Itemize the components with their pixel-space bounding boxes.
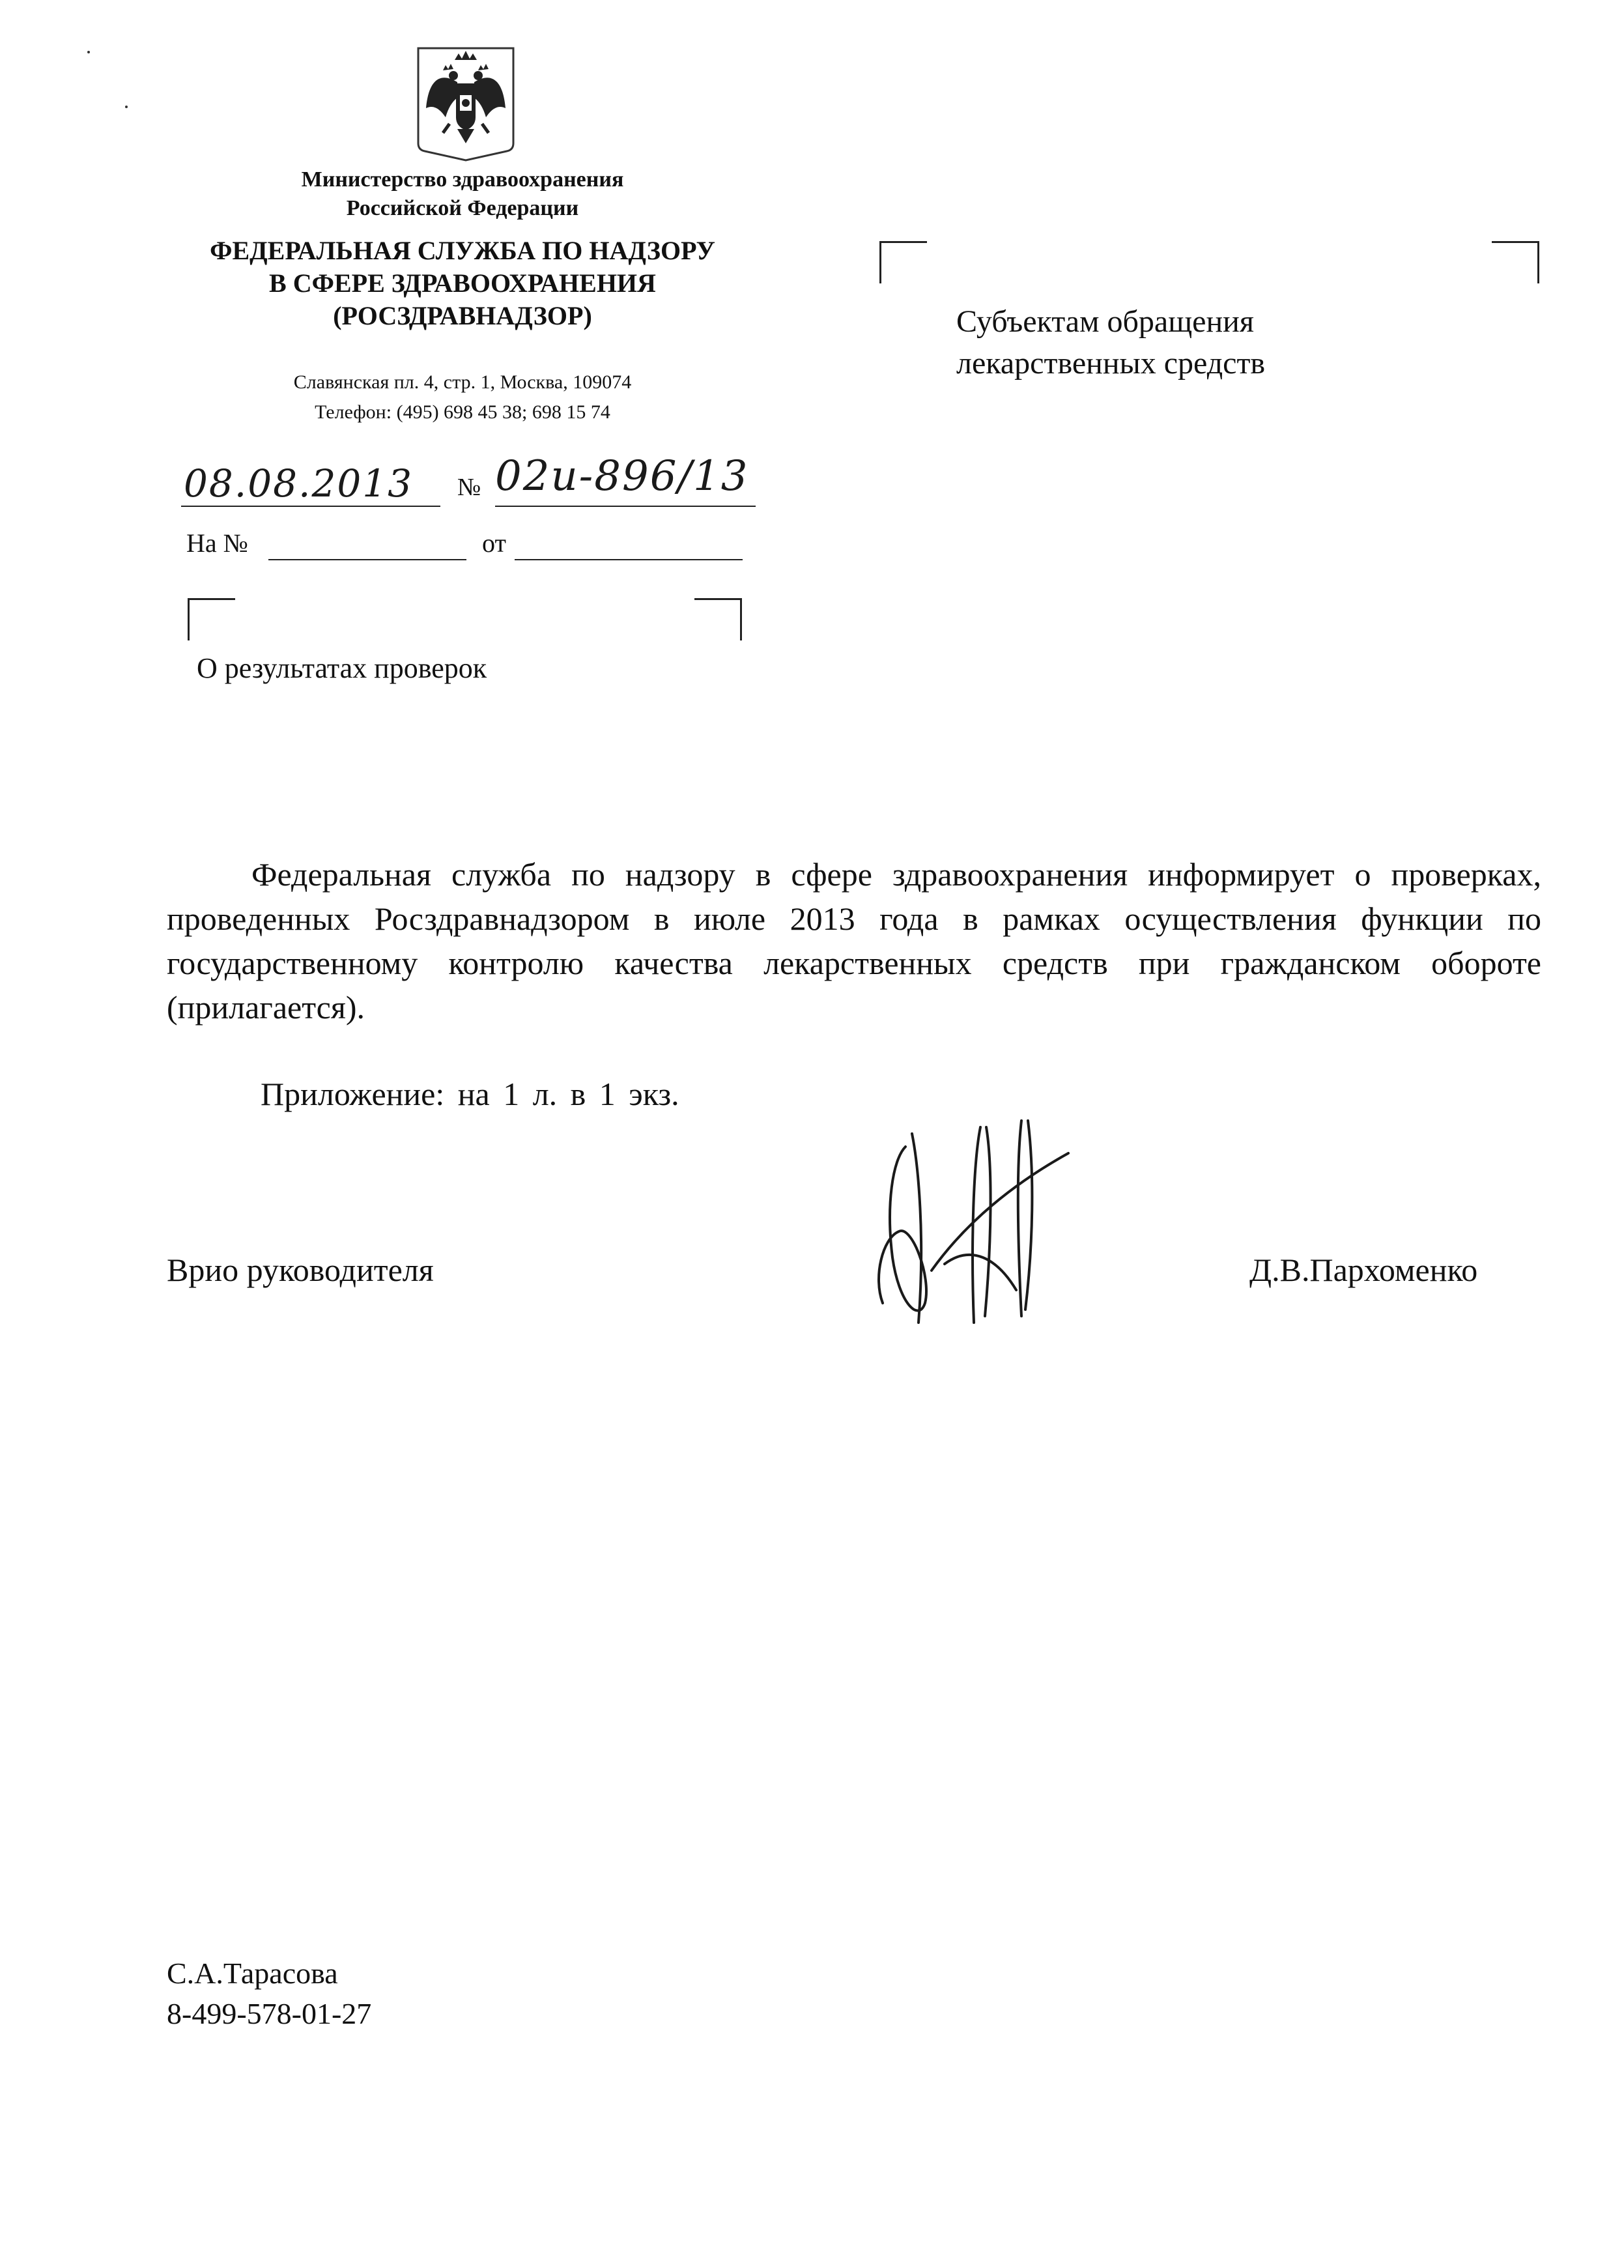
- letter-subject: О результатах проверок: [197, 652, 487, 684]
- reference-number-blank: [268, 559, 466, 560]
- attachment-note: Приложение: на 1 л. в 1 экз.: [261, 1076, 679, 1112]
- reference-from-label: от: [482, 528, 506, 558]
- registration-number: 02и-896/13: [495, 452, 749, 500]
- address: Славянская пл. 4, стр. 1, Москва, 109074: [293, 371, 632, 393]
- phone: Телефон: (495) 698 45 38; 698 15 74: [315, 401, 610, 423]
- handwritten-signature-icon: [847, 1108, 1107, 1368]
- scan-speck: [125, 106, 128, 108]
- ministry-name: [215, 165, 710, 223]
- subject-bracket-right: [694, 598, 742, 640]
- addressee-bracket-left: [879, 241, 927, 283]
- addressee-line-2: лекарственных средств: [956, 346, 1266, 380]
- signatory-name: Д.В.Пархоменко: [1249, 1252, 1478, 1288]
- ministry-line-2: Российской Федерации: [346, 196, 579, 220]
- addressee-bracket-right: [1492, 241, 1539, 283]
- addressee: [956, 301, 1477, 384]
- coat-of-arms-icon: [414, 46, 517, 162]
- service-line-1: ФЕДЕРАЛЬНАЯ СЛУЖБА ПО НАДЗОРУ: [210, 236, 715, 265]
- executor-phone: 8-499-578-01-27: [167, 1997, 372, 2030]
- address-block: [215, 367, 710, 427]
- subject-bracket-left: [188, 598, 235, 640]
- service-name: [150, 235, 775, 332]
- number-label: №: [457, 474, 481, 501]
- service-line-2: В СФЕРЕ ЗДРАВООХРАНЕНИЯ: [269, 268, 656, 298]
- reference-date-blank: [515, 559, 743, 560]
- date-underline: [181, 506, 440, 507]
- service-line-3: (РОСЗДРАВНАДЗОР): [333, 301, 592, 330]
- body-paragraph: Федеральная служба по надзору в сфере здравоохранения информирует о проверках, проведенных Росздравнадзором в июле 2013 года в рамках осуществления функции по государственному контролю качества лекарственных средств при гражданском обороте (прилагается).: [167, 856, 1541, 1026]
- executor-name: С.А.Тарасова: [167, 1957, 338, 1990]
- scan-speck: [87, 51, 90, 53]
- number-underline: [495, 506, 756, 507]
- executor-block: [167, 1953, 371, 2034]
- ministry-line-1: Министерство здравоохранения: [301, 167, 624, 192]
- reference-label: На №: [186, 528, 248, 558]
- registration-date: 08.08.2013: [184, 461, 414, 506]
- signatory-title: Врио руководителя: [167, 1252, 434, 1288]
- addressee-line-1: Субъектам обращения: [956, 304, 1254, 339]
